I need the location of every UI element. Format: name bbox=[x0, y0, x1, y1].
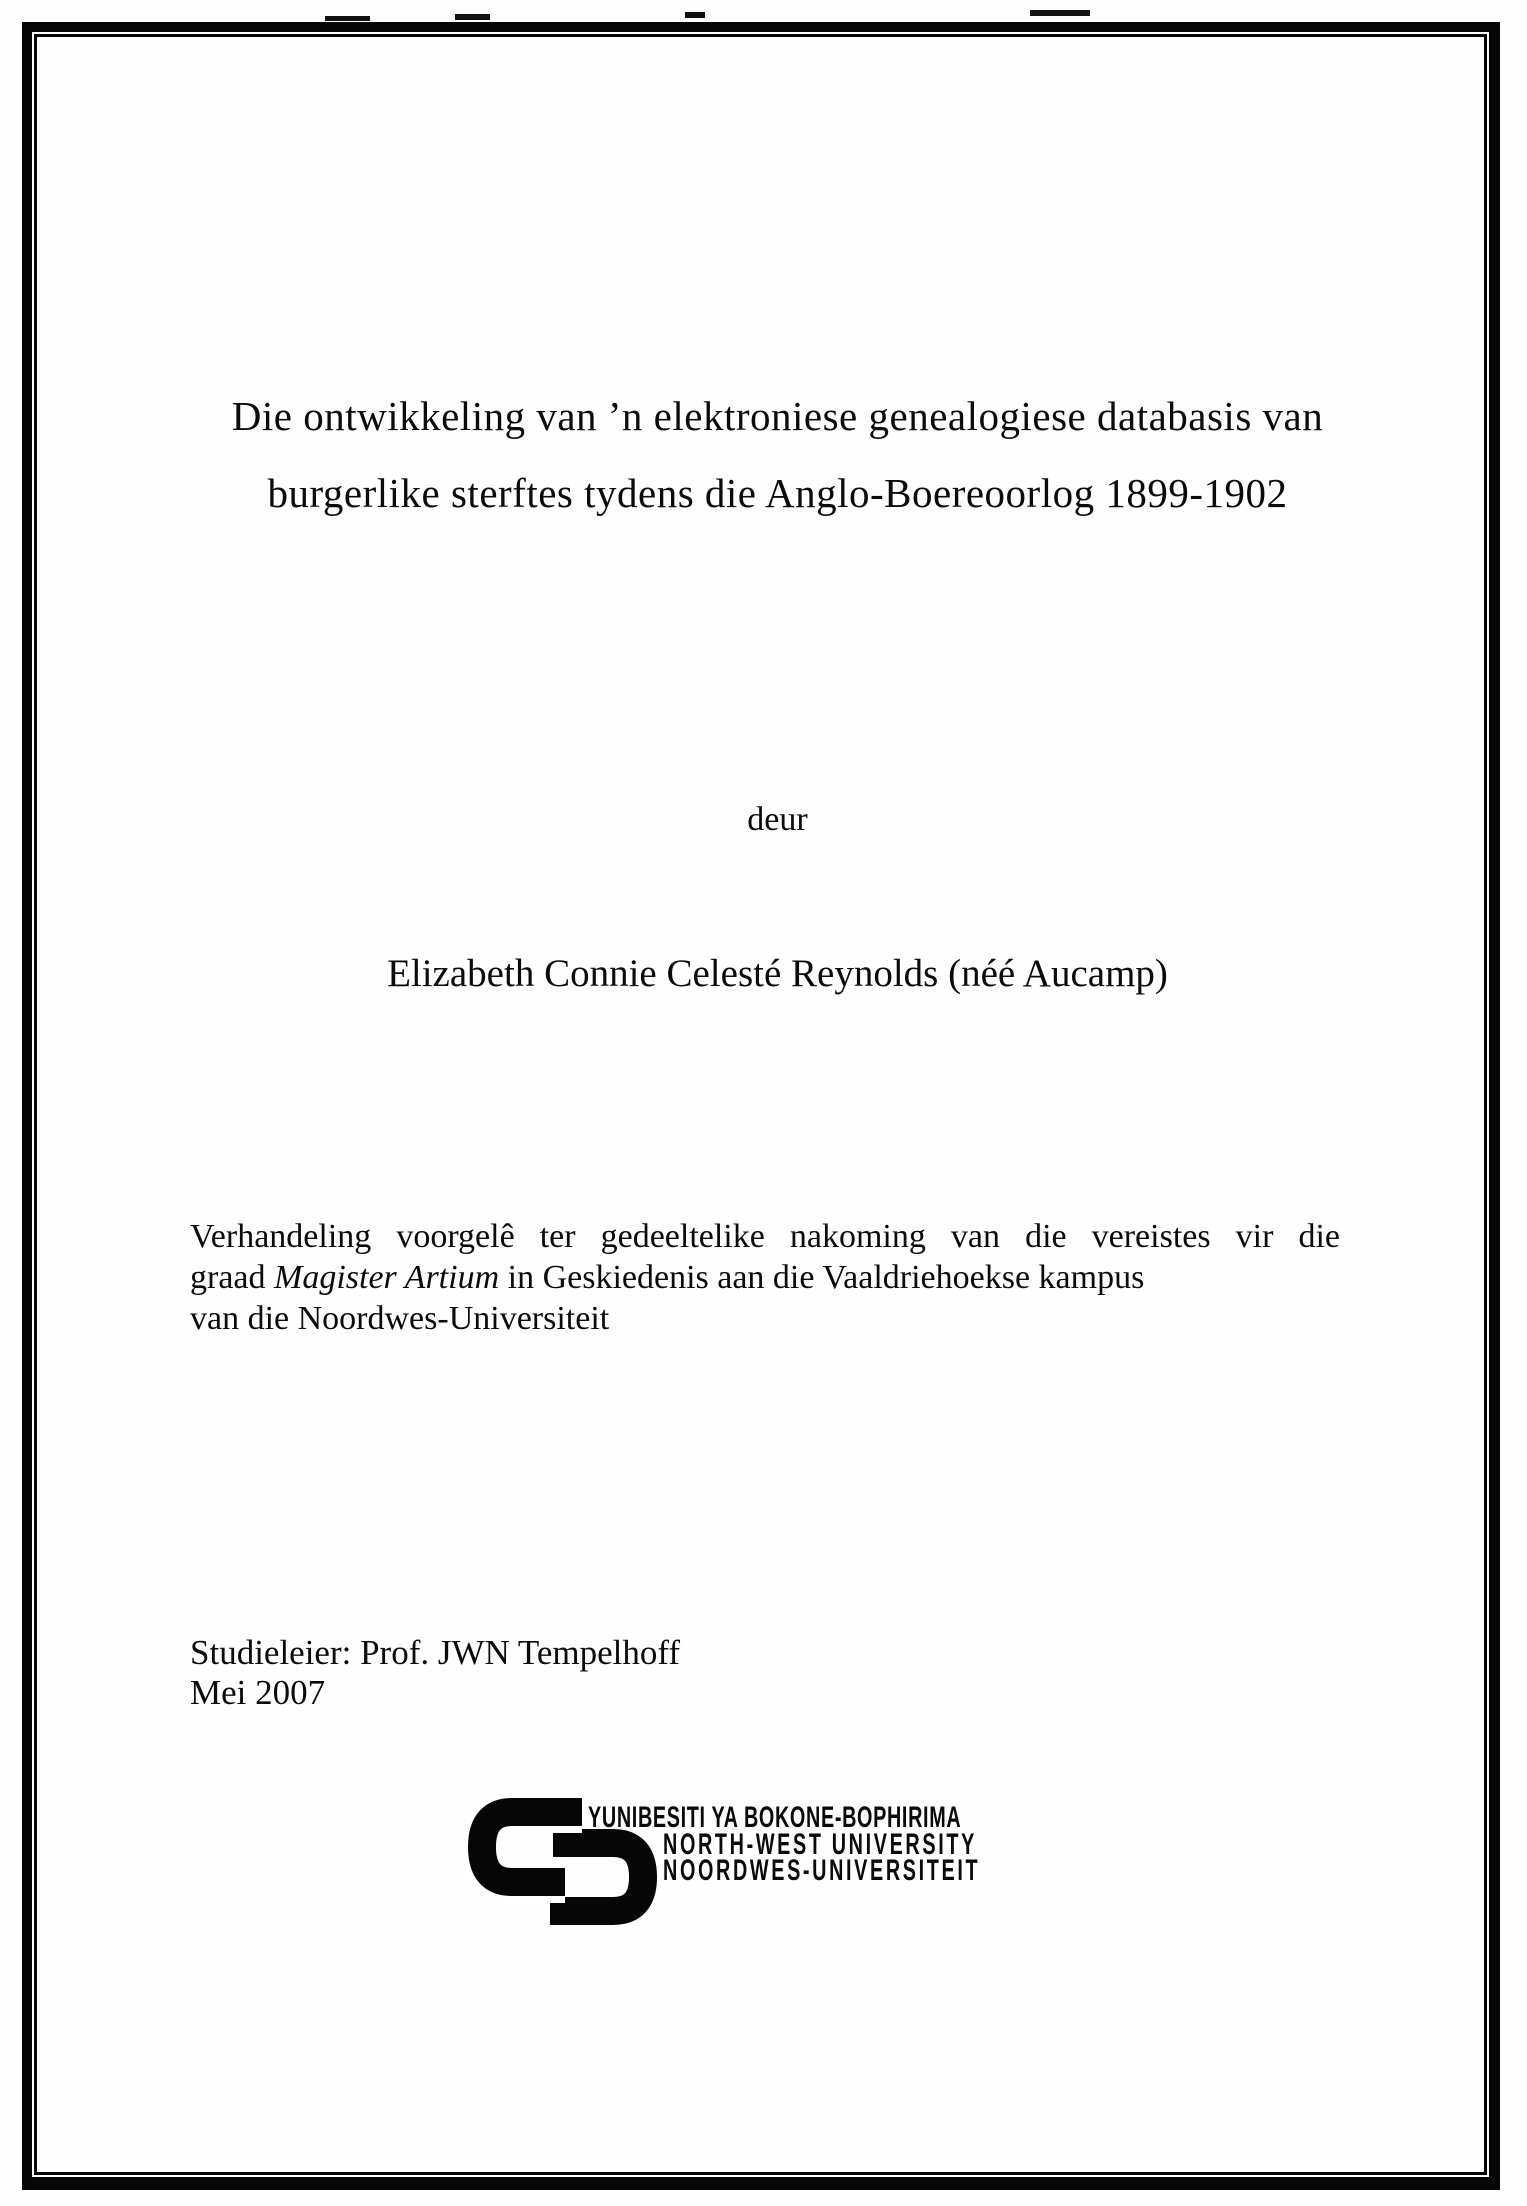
declaration-line-2-prefix: graad bbox=[190, 1259, 275, 1296]
logo-text-english: NORTH-WEST UNIVERSITY bbox=[663, 1828, 977, 1861]
author-name: Elizabeth Connie Celesté Reynolds (néé Aucamp) bbox=[387, 952, 1168, 995]
supervisor-block bbox=[190, 1633, 680, 1713]
declaration-line-2-suffix: in Geskiedenis aan die Vaaldriehoekse kampus bbox=[499, 1259, 1145, 1296]
degree-declaration bbox=[190, 1216, 1340, 1339]
thesis-title-line-2: burgerlike sterftes tydens die Anglo-Boereoorlog 1899-1902 bbox=[267, 470, 1288, 516]
scan-artifact bbox=[1030, 10, 1090, 16]
supervisor-line: Studieleier: Prof. JWN Tempelhoff bbox=[190, 1633, 681, 1672]
declaration-line-1: Verhandeling voorgelê ter gedeeltelike nakoming van die vereistes vir die bbox=[190, 1218, 1340, 1255]
declaration-line-2 bbox=[190, 1257, 1340, 1298]
date-line: Mei 2007 bbox=[190, 1673, 326, 1712]
degree-name-italic: Magister Artium bbox=[274, 1259, 500, 1296]
scan-artifact bbox=[685, 12, 705, 18]
thesis-title bbox=[40, 378, 1515, 532]
scan-artifact bbox=[325, 16, 370, 21]
declaration-line-3: van die Noordwes-Universiteit bbox=[190, 1300, 610, 1337]
logo-text-setswana: YUNIBESITI YA BOKONE-BOPHIRIMA bbox=[588, 1801, 962, 1834]
thesis-title-line-1: Die ontwikkeling van ’n elektroniese genealogiese databasis van bbox=[231, 393, 1324, 439]
scan-artifact bbox=[455, 14, 490, 20]
logo-text-afrikaans: NOORDWES-UNIVERSITEIT bbox=[663, 1854, 981, 1887]
byline-label: deur bbox=[747, 801, 808, 838]
